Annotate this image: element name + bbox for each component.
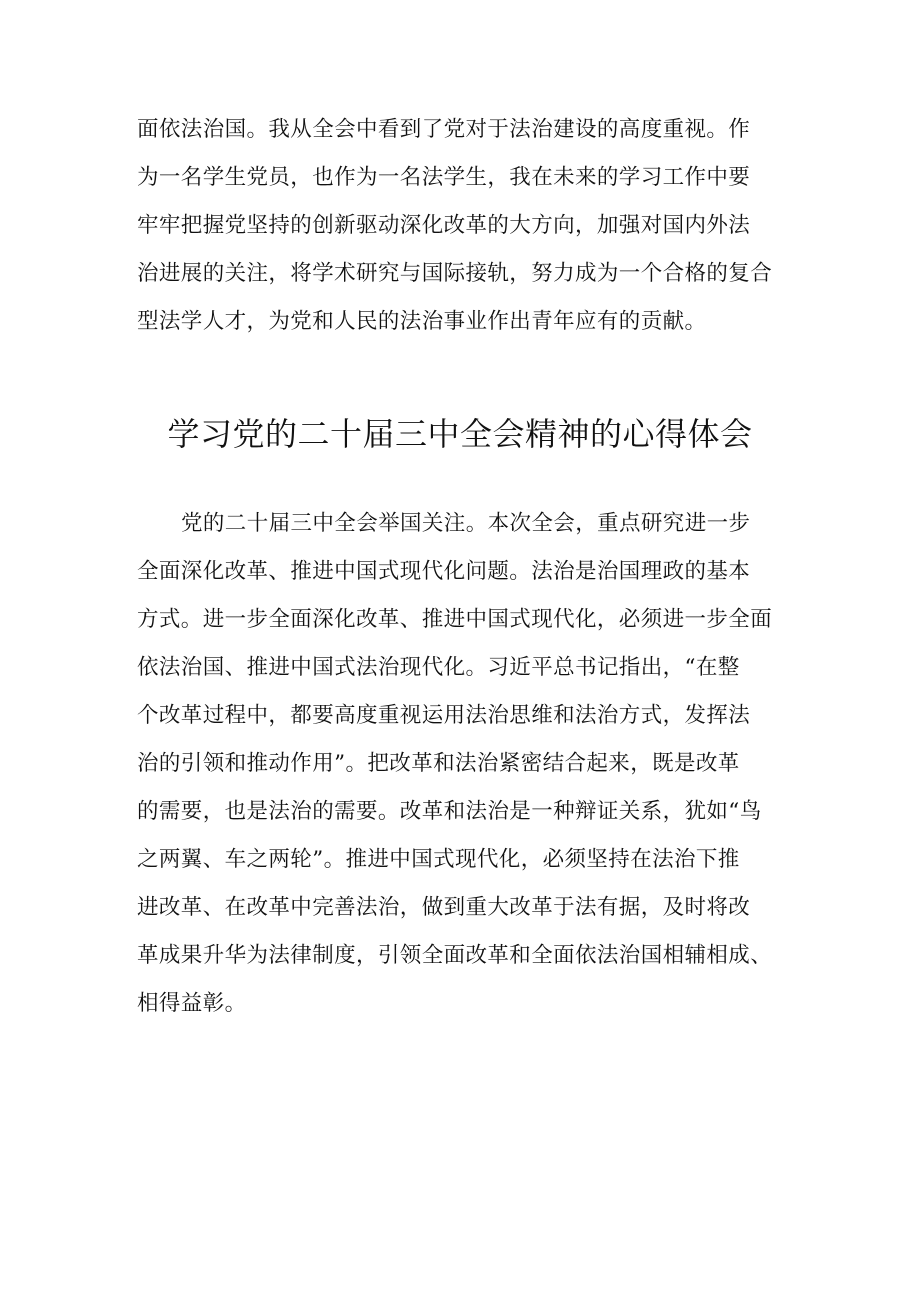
top-paragraph xyxy=(137,106,787,346)
paragraph-line: 之两翼、车之两轮”。推进中国式现代化，必须坚持在法治下推 xyxy=(137,847,740,872)
paragraph-line: 相得益彰。 xyxy=(137,991,247,1016)
paragraph-line: 方式。进一步全面深化改革、推进中国式现代化，必须进一步全面 xyxy=(137,607,773,632)
main-paragraph xyxy=(137,500,787,1028)
paragraph-line: 革成果升华为法律制度，引领全面改革和全面依法治国相辅相成、 xyxy=(137,943,773,968)
paragraph-line: 面依法治国。我从全会中看到了党对于法治建设的高度重视。作 xyxy=(137,117,751,142)
paragraph-line: 的需要，也是法治的需要。改革和法治是一种辩证关系，犹如“鸟 xyxy=(137,799,762,824)
paragraph-line: 型法学人才，为党和人民的法治事业作出青年应有的贡献。 xyxy=(137,309,707,334)
paragraph-line: 个改革过程中，都要高度重视运用法治思维和法治方式，发挥法 xyxy=(137,703,751,728)
paragraph-line: 党的二十届三中全会举国关注。本次全会，重点研究进一步 xyxy=(181,511,751,536)
paragraph-line: 进改革、在改革中完善法治，做到重大改革于法有据，及时将改 xyxy=(137,895,751,920)
paragraph-line: 全面深化改革、推进中国式现代化问题。法治是治国理政的基本 xyxy=(137,559,751,584)
paragraph-line: 治进展的关注，将学术研究与国际接轨，努力成为一个合格的复合 xyxy=(137,261,773,286)
paragraph-line: 依法治国、推进中国式法治现代化。习近平总书记指出，“在整 xyxy=(137,655,740,680)
paragraph-line: 牢牢把握党坚持的创新驱动深化改革的大方向，加强对国内外法 xyxy=(137,213,751,238)
paragraph-line: 治的引领和推动作用”。把改革和法治紧密结合起来，既是改革 xyxy=(137,751,740,776)
document-title: 学习党的二十届三中全会精神的心得体会 xyxy=(167,415,753,453)
paragraph-line: 为一名学生党员，也作为一名法学生，我在未来的学习工作中要 xyxy=(137,165,751,190)
